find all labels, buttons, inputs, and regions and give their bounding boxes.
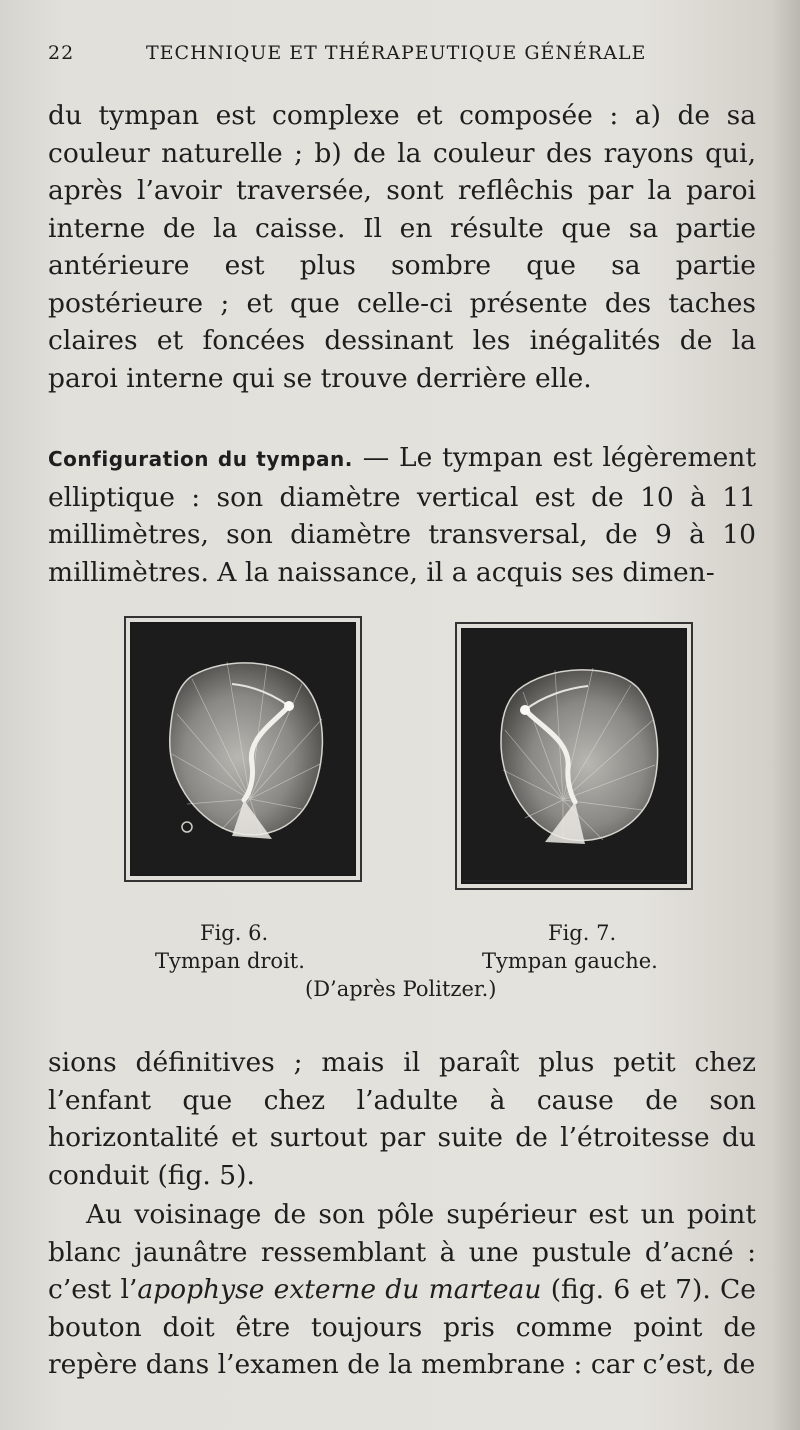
figure-6-caption: Tympan droit. [155,949,305,973]
figure-credit: (D’après Politzer.) [305,977,497,1001]
paragraph-4-text-before: Au voisinage de son pôle supérieur est un point blanc jaunâtre ressemblant à une pustule d’acné : c’est l’ [48,1199,756,1305]
running-title: TECHNIQUE ET THÉRAPEUTIQUE GÉNÉRALE [146,42,647,64]
paragraph-3: sions définitives ; mais il paraît plus petit chez l’enfant que chez l’adulte à cause de son horizontalité et surtout par suite de l’étroitesse du conduit (fig. 5). [48,1047,756,1191]
paragraph-2 [48,439,756,591]
page-edge-shadow [770,0,800,1430]
figure-7-caption: Tympan gauche. [482,949,658,973]
figure-6-image [124,616,362,882]
section-heading: Configuration du tympan. [48,447,353,471]
paragraph-2-text: — Le tympan est légèrement elliptique : son diamètre vertical est de 10 à 11 millimètres, son diamètre transversal, de 9 à 10 millimètres. A la naissance, il a acquis ses dimen- [48,442,757,588]
paragraph-4 [48,1196,756,1384]
paragraph-1: du tympan est complexe et composée : a) de sa couleur naturelle ; b) de la couleur des rayons qui, après l’avoir traversée, sont reflêchis par la paroi interne de la caisse. Il en résulte que sa partie antérieure est plus sombre que sa partie postérieure ; et que celle-ci présente des taches claires et foncées dessinant les inégalités de la paroi interne qui se trouve derrière elle. [48,100,756,394]
figure-6-number: Fig. 6. [200,921,269,945]
page-number: 22 [48,42,75,64]
figure-7-image [455,622,693,890]
paragraph-4-text-after: (fig. 6 et 7). Ce bouton doit être toujours pris comme point de repère dans l’examen de la membrane : car c’est, de [48,1274,756,1380]
tympan-left-illustration [463,630,685,880]
page-header [48,42,740,72]
figure-7-number: Fig. 7. [548,921,617,945]
italic-term: apophyse externe du marteau [137,1274,542,1305]
tympan-right-illustration [132,624,354,874]
